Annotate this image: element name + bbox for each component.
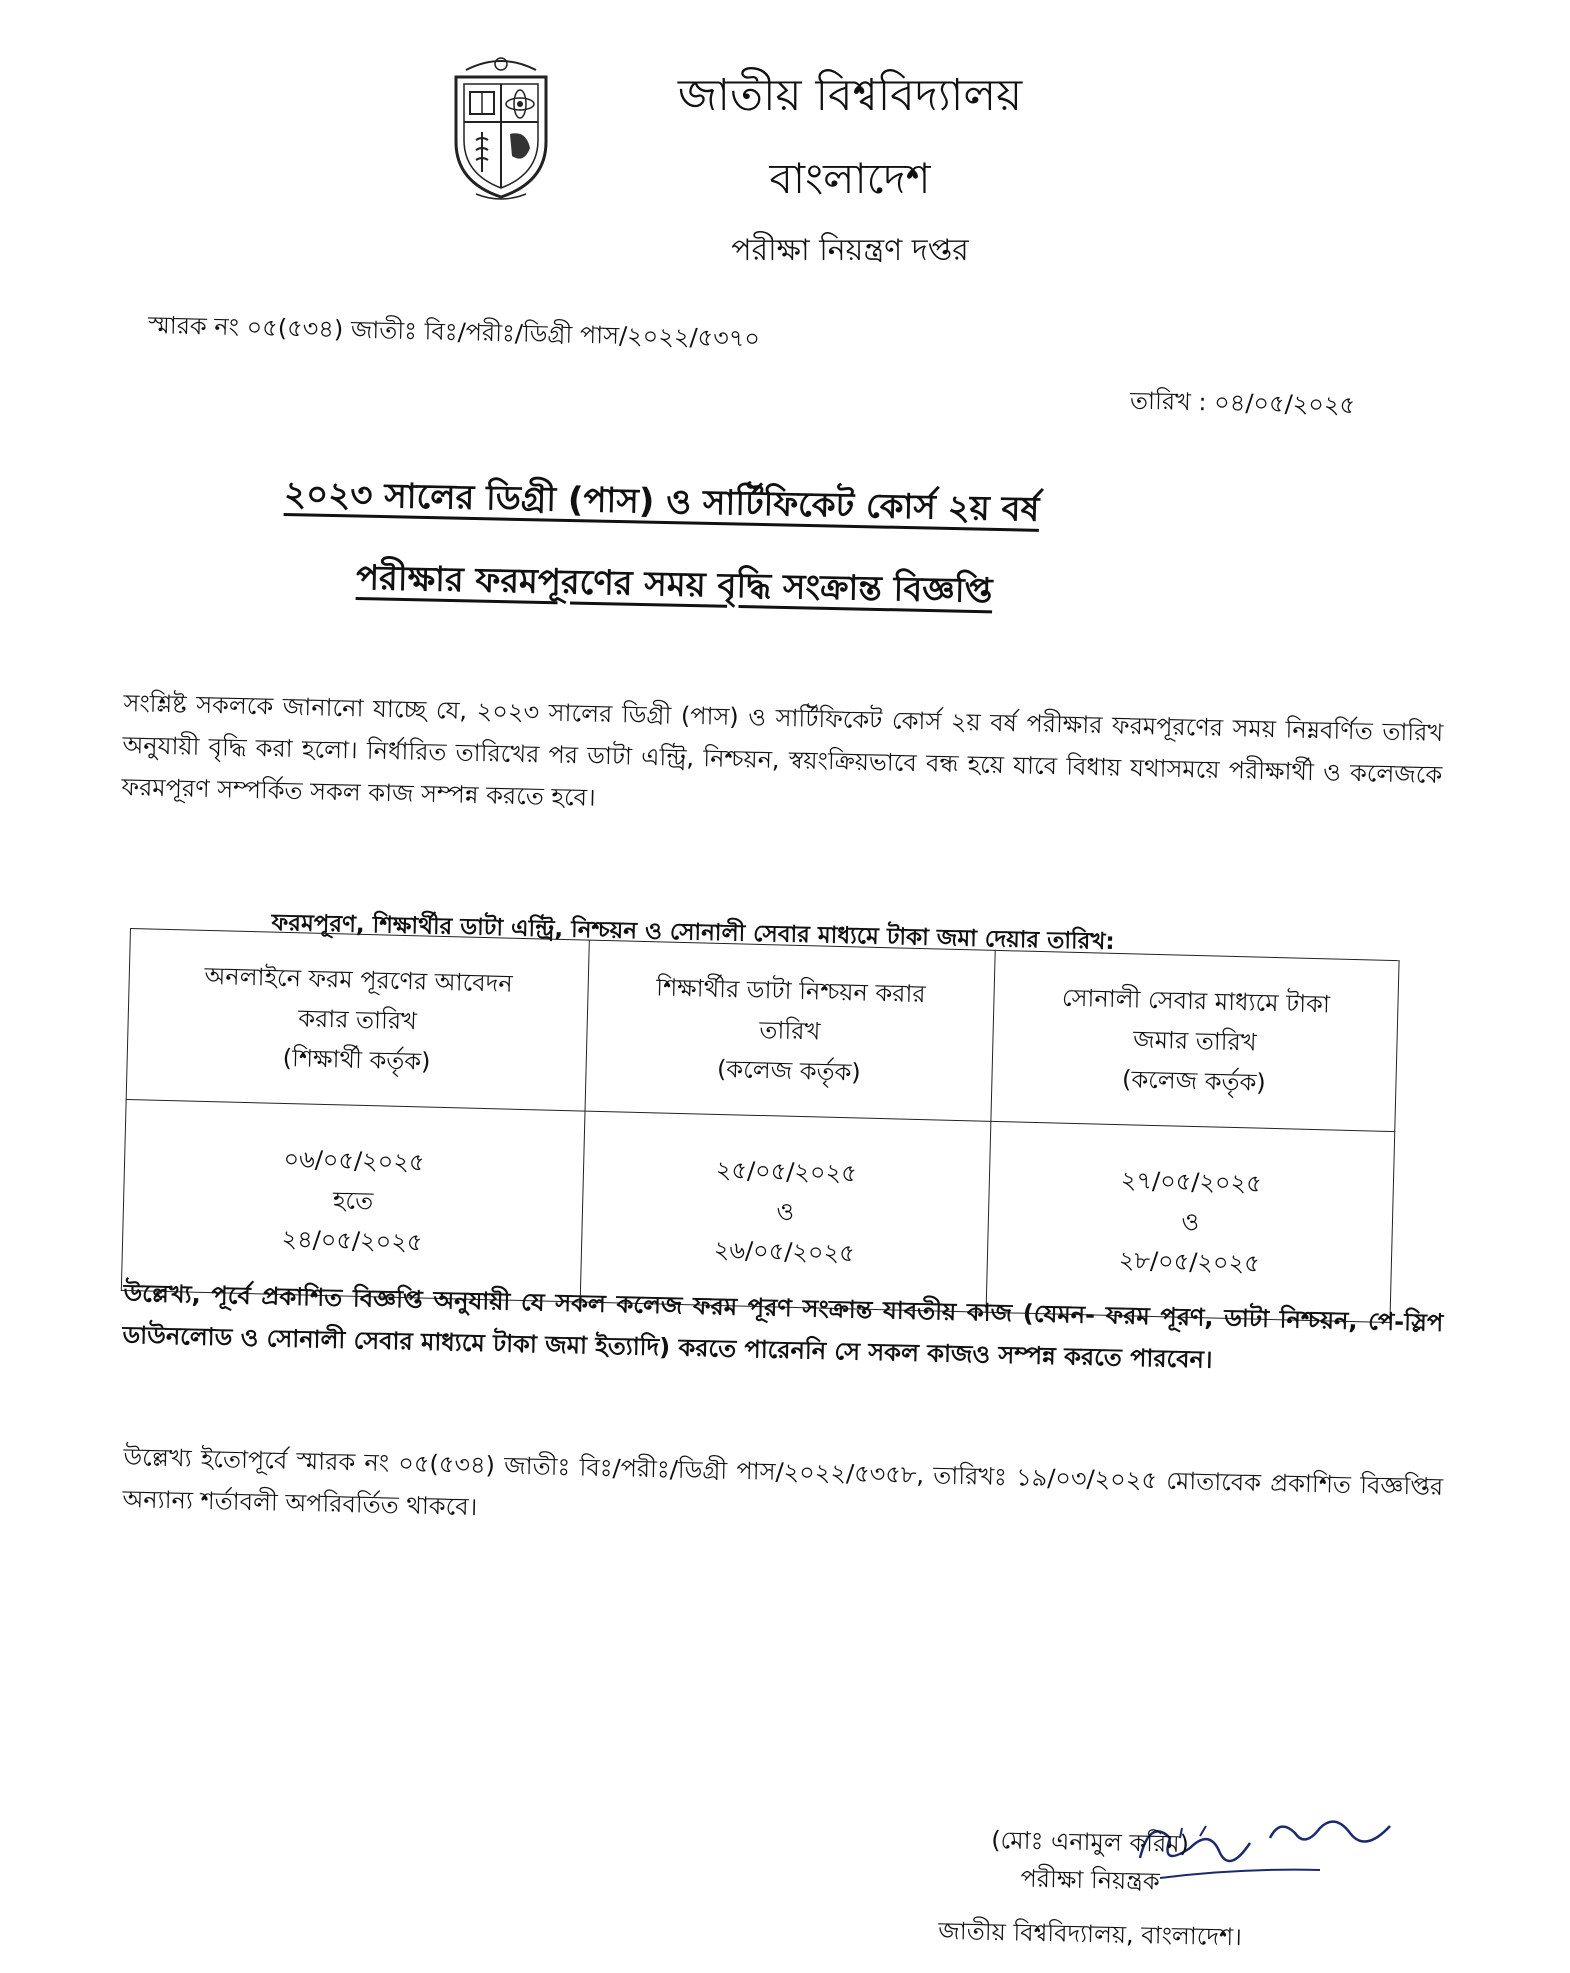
- memo-reference: স্মারক নং ০৫(৫৩৪) জাতীঃ বিঃ/পরীঃ/ডিগ্রী পাস/২০২২/৫৩৭০: [147, 311, 761, 353]
- date-cell-payment: ২৭/০৫/২০২৫ ও ২৮/০৫/২০২৫: [986, 1121, 1395, 1322]
- date-cell-verification: ২৫/০৫/২০২৫ ও ২৬/০৫/২০২৫: [580, 1111, 991, 1312]
- body-paragraph-3: উল্লেখ্য ইতোপূর্বে স্মারক নং ০৫(৫৩৪) জাতীঃ বিঃ/পরীঃ/ডিগ্রী পাস/২০২২/৫৩৫৮, তারিখঃ ১৯/০৩/২০২৫ মোতাবেক প্রকাশিত বিজ্ঞপ্তির অন্যান্য শর্তাবলী অপরিবর্তিত থাকবে।: [122, 1442, 1444, 1522]
- table-caption: ফরমপূরণ, শিক্ষার্থীর ডাটা এন্ট্রি, নিশ্চয়ন ও সোনালী সেবার মাধ্যমে টাকা জমা দেয়ার তারিখ:: [271, 909, 1115, 956]
- header-cell-verification: শিক্ষার্থীর ডাটা নিশ্চয়ন করার তারিখ (কলেজ কর্তৃক): [585, 940, 995, 1121]
- department-name: পরীক্ষা নিয়ন্ত্রণ দপ্তর: [731, 233, 969, 268]
- schedule-table: [121, 928, 1400, 1323]
- signatory-name: (মোঃ এনামুল করিম): [990, 1825, 1190, 1859]
- date-cell-application: ০৬/০৫/২০২৫ হতে ২৪/০৫/২০২৫: [121, 1099, 584, 1302]
- table-header-row: [126, 929, 1399, 1132]
- university-name: জাতীয় বিশ্ববিদ্যালয়: [677, 70, 1023, 121]
- country-name: বাংলাদেশ: [769, 154, 931, 203]
- memo-date: তারিখ : ০৪/০৫/২০২৫: [1129, 386, 1356, 420]
- signatory-designation: পরীক্ষা নিয়ন্ত্রক: [1020, 1864, 1160, 1896]
- body-paragraph-1: সংশ্লিষ্ট সকলকে জানানো যাচ্ছে যে, ২০২৩ সালের ডিগ্রী (পাস) ও সার্টিফিকেট কোর্স ২য় বর্ষ পরীক্ষার ফরমপূরণের সময় নিম্নবর্ণিত তারিখ অনুযায়ী বৃদ্ধি করা হলো। নির্ধারিত তারিখের পর ডাটা এন্ট্রি, নিশ্চয়ন, স্বয়ংক্রিয়ভাবে বন্ধ হয়ে যাবে বিধায় যথাসময়ে পরীক্ষার্থী ও কলেজকে ফরমপূরণ সম্পর্কিত সকল কাজ সম্পন্ন করতে হবে।: [121, 688, 1444, 812]
- header-cell-payment: সোনালী সেবার মাধ্যমে টাকা জমার তারিখ (কলেজ কর্তৃক): [991, 950, 1399, 1131]
- signatory-organization: জাতীয় বিশ্ববিদ্যালয়, বাংলাদেশ।: [938, 1916, 1243, 1952]
- notice-title-line1: ২০২৩ সালের ডিগ্রী (পাস) ও সার্টিফিকেট কোর্স ২য় বর্ষ: [283, 474, 1040, 530]
- header-cell-application: অনলাইনে ফরম পূরণের আবেদন করার তারিখ (শিক্ষার্থী কর্তৃক): [126, 929, 589, 1112]
- body-paragraph-2: উল্লেখ্য, পূর্বে প্রকাশিত বিজ্ঞপ্তি অনুযায়ী যে সকল কলেজ ফরম পূরণ সংক্রান্ত যাবতীয় কাজ (যেমন- ফরম পূরণ, ডাটা নিশ্চয়ন, পে-স্লিপ ডাউনলোড ও সোনালী সেবার মাধ্যমে টাকা জমা ইত্যাদি) করতে পারেননি সে সকল কাজও সম্পন্ন করতে পারবেন।: [122, 1278, 1444, 1374]
- university-seal-icon: [436, 52, 566, 202]
- notice-title-line2: পরীক্ষার ফরমপূরণের সময় বৃদ্ধি সংক্রান্ত বিজ্ঞপ্তি: [355, 558, 993, 612]
